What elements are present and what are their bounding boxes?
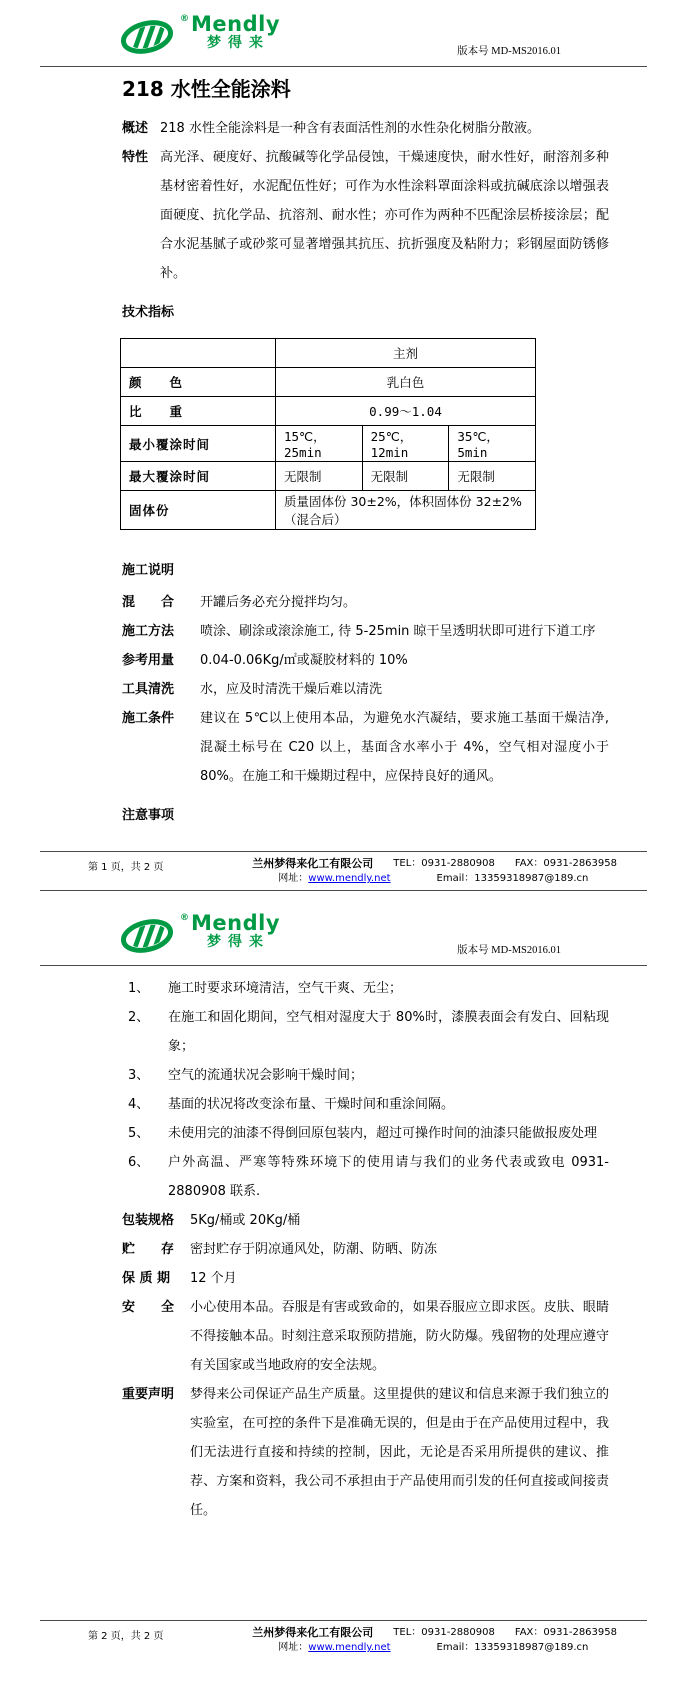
caution-item: [0, 1090, 687, 1119]
company-name: 兰州梦得来化工有限公司: [252, 857, 374, 870]
table-value-cell: 25℃，12min: [362, 426, 449, 462]
item-number: 1、: [128, 981, 150, 996]
row-text: 5Kg/桶或 20Kg/桶: [190, 1213, 301, 1228]
website-link[interactable]: www.mendly.net: [308, 1642, 391, 1653]
table-value-cell: 质量固体份 30±2%，体积固体份 32±2%（混合后）: [276, 491, 536, 530]
construction-row-dosage: [0, 646, 687, 675]
features-label: 特性: [122, 150, 149, 165]
contact-line2: [278, 1640, 617, 1655]
spec-row-disclaimer: [0, 1380, 687, 1525]
row-label: 工具清洗: [122, 682, 175, 697]
row-label: 重要声明: [122, 1387, 175, 1402]
website-link[interactable]: www.mendly.net: [308, 873, 391, 884]
mendly-logo-icon: [120, 14, 178, 60]
row-label: 施工方法: [122, 624, 175, 639]
company-tel: TEL：0931-2880908: [393, 1627, 495, 1638]
row-label: 混 合: [122, 595, 175, 610]
spec-row-safety: [0, 1293, 687, 1380]
item-text: 基面的状况将改变涂布量、干燥时间和重涂间隔。: [168, 1097, 455, 1112]
row-text: 喷涂、刷涂或滚涂施工, 待 5-25min 晾干呈透明状即可进行下道工序: [200, 624, 596, 639]
item-number: 5、: [128, 1126, 150, 1141]
company-website: [278, 871, 390, 886]
table-label-cell: 最大覆涂时间: [121, 462, 276, 491]
company-email: Email：13359318987@189.cn: [436, 1642, 589, 1653]
mendly-logo: [120, 913, 280, 959]
table-label-cell: 固体份: [121, 491, 276, 530]
construction-row-mixing: [0, 588, 687, 617]
company-contact: [252, 856, 617, 886]
item-text: 施工时要求环境清洁，空气干爽、无尘；: [168, 981, 403, 996]
table-row: [121, 339, 536, 368]
row-label: 安 全: [122, 1300, 175, 1315]
item-number: 3、: [128, 1068, 150, 1083]
table-row: [121, 426, 536, 462]
page1-footer: [0, 852, 687, 890]
item-text: 在施工和固化期间，空气相对湿度大于 80%时，漆膜表面会有发白、回粘现象；: [168, 1010, 609, 1054]
table-value-cell: 15℃，25min: [276, 426, 363, 462]
registered-mark: ®: [180, 14, 189, 24]
table-row: [121, 462, 536, 491]
item-text: 未使用完的油漆不得倒回原包装内，超过可操作时间的油漆只能做报废处理: [168, 1126, 598, 1141]
row-label: 包装规格: [122, 1213, 175, 1228]
website-label: 网址：: [278, 1642, 309, 1653]
brand-name-cn: 梦得来: [207, 35, 270, 51]
caution-item: [0, 974, 687, 1003]
brand-name-en: Mendly: [191, 12, 281, 36]
logo-wordmark: [191, 913, 280, 949]
company-contact: [252, 1625, 617, 1655]
caution-item: [0, 1148, 687, 1206]
table-label-cell: 颜 色: [121, 368, 276, 397]
table-value-cell: 35℃，5min: [449, 426, 536, 462]
spec-row-packaging: [0, 1206, 687, 1235]
page-number: 第 1 页，共 2 页: [88, 862, 164, 873]
website-label: 网址：: [278, 873, 309, 884]
row-text: 梦得来公司保证产品生产质量。这里提供的建议和信息来源于我们独立的实验室，在可控的条件下是准确无误的，但是由于在产品使用过程中，我们无法进行直接和持续的控制，因此，无论是否采用所提供的建议、推荐、方案和资料，我公司不承担由于产品使用而引发的任何直接或间接责任。: [190, 1387, 609, 1518]
construction-row-cleaning: [0, 675, 687, 704]
company-name: 兰州梦得来化工有限公司: [252, 1626, 374, 1639]
contact-line2: [278, 871, 617, 886]
overview-label: 概述: [122, 121, 149, 136]
registered-mark: ®: [180, 913, 189, 923]
caution-item: [0, 1003, 687, 1061]
company-fax: FAX：0931-2863958: [514, 858, 617, 869]
table-value-cell: 无限制: [362, 462, 449, 491]
row-text: 开罐后务必充分搅拌均匀。: [200, 595, 357, 610]
row-text: 建议在 5℃以上使用本品，为避免水汽凝结，要求施工基面干燥洁净, 混凝土标号在 C20 以上，基面含水率小于 4%，空气相对湿度小于 80%。在施工和干燥期过程中，应保持良好的通风。: [200, 711, 609, 784]
caution-item: [0, 1061, 687, 1090]
page-number: 第 2 页，共 2 页: [88, 1631, 164, 1642]
row-label: 参考用量: [122, 653, 175, 668]
table-row: [121, 397, 536, 426]
table-header-cell: 主剂: [276, 339, 536, 368]
table-label-cell: [121, 339, 276, 368]
contact-line1: [252, 856, 617, 871]
table-value-cell: 无限制: [276, 462, 363, 491]
tech-specs-heading: 技术指标: [122, 305, 175, 320]
row-label: 保 质 期: [122, 1271, 171, 1286]
brand-name-cn: 梦得来: [207, 934, 270, 950]
version-label: 版本号 MD-MS2016.01: [457, 46, 561, 57]
row-text: 12 个月: [190, 1271, 237, 1286]
features-row: [0, 143, 687, 288]
company-fax: FAX：0931-2863958: [514, 1627, 617, 1638]
page2-footer: [0, 1621, 687, 1659]
version-label: 版本号 MD-MS2016.01: [457, 945, 561, 956]
row-text: 小心使用本品。吞服是有害或致命的，如果吞服应立即求医。皮肤、眼睛不得接触本品。时刻注意采取预防措施，防火防爆。残留物的处理应遵守有关国家或当地政府的安全法规。: [190, 1300, 609, 1373]
item-number: 4、: [128, 1097, 150, 1112]
caution-item: [0, 1119, 687, 1148]
brand-name-en: Mendly: [191, 911, 281, 935]
mendly-logo: [120, 14, 280, 60]
overview-row: [0, 114, 687, 143]
spec-row-storage: [0, 1235, 687, 1264]
company-email: Email：13359318987@189.cn: [436, 873, 589, 884]
spec-row-shelf-life: [0, 1264, 687, 1293]
row-label: 施工条件: [122, 711, 175, 726]
logo-wordmark: [191, 14, 280, 50]
header-divider: [40, 66, 647, 67]
row-text: 0.04-0.06Kg/㎡或凝胶材料的 10%: [200, 653, 408, 668]
table-value-cell: 乳白色: [276, 368, 536, 397]
item-number: 2、: [128, 1010, 150, 1025]
table-value-cell: 0.99～1.04: [276, 397, 536, 426]
row-text: 密封贮存于阴凉通风处，防潮、防晒、防冻: [190, 1242, 438, 1257]
company-tel: TEL：0931-2880908: [393, 858, 495, 869]
page1-header: [0, 0, 687, 64]
cautions-heading: 注意事项: [122, 808, 175, 823]
item-text: 空气的流通状况会影响干燥时间；: [168, 1068, 364, 1083]
overview-text: 218 水性全能涂料是一种含有表面活性剂的水性杂化树脂分散液。: [160, 121, 540, 136]
row-label: 贮 存: [122, 1242, 175, 1257]
page-title: 218 水性全能涂料: [122, 77, 291, 101]
item-text: 户外高温、严寒等特殊环境下的使用请与我们的业务代表或致电 0931-2880908 联系.: [168, 1155, 609, 1199]
table-label-cell: 最小覆涂时间: [121, 426, 276, 462]
table-row: [121, 491, 536, 530]
construction-row-method: [0, 617, 687, 646]
company-website: [278, 1640, 390, 1655]
table-value-cell: 无限制: [449, 462, 536, 491]
mendly-logo-icon: [120, 913, 178, 959]
item-number: 6、: [128, 1155, 150, 1170]
construction-row-conditions: [0, 704, 687, 791]
construction-heading: 施工说明: [122, 563, 175, 578]
table-label-cell: 比 重: [121, 397, 276, 426]
features-text: 高光泽、硬度好、抗酸碱等化学品侵蚀，干燥速度快，耐水性好，耐溶剂多种基材密着性好，水泥配伍性好；可作为水性涂料罩面涂料或抗碱底涂以增强表面硬度、抗化学品、抗溶剂、耐水性；亦可作为两种不匹配涂层桥接涂层；配合水泥基腻子或砂浆可显著增强其抗压、抗折强度及粘附力；彩钢屋面防锈修补。: [160, 150, 609, 281]
tech-specs-table: [120, 338, 536, 530]
row-text: 水，应及时清洗干燥后难以清洗: [200, 682, 383, 697]
table-row: [121, 368, 536, 397]
page2-header: [0, 899, 687, 963]
